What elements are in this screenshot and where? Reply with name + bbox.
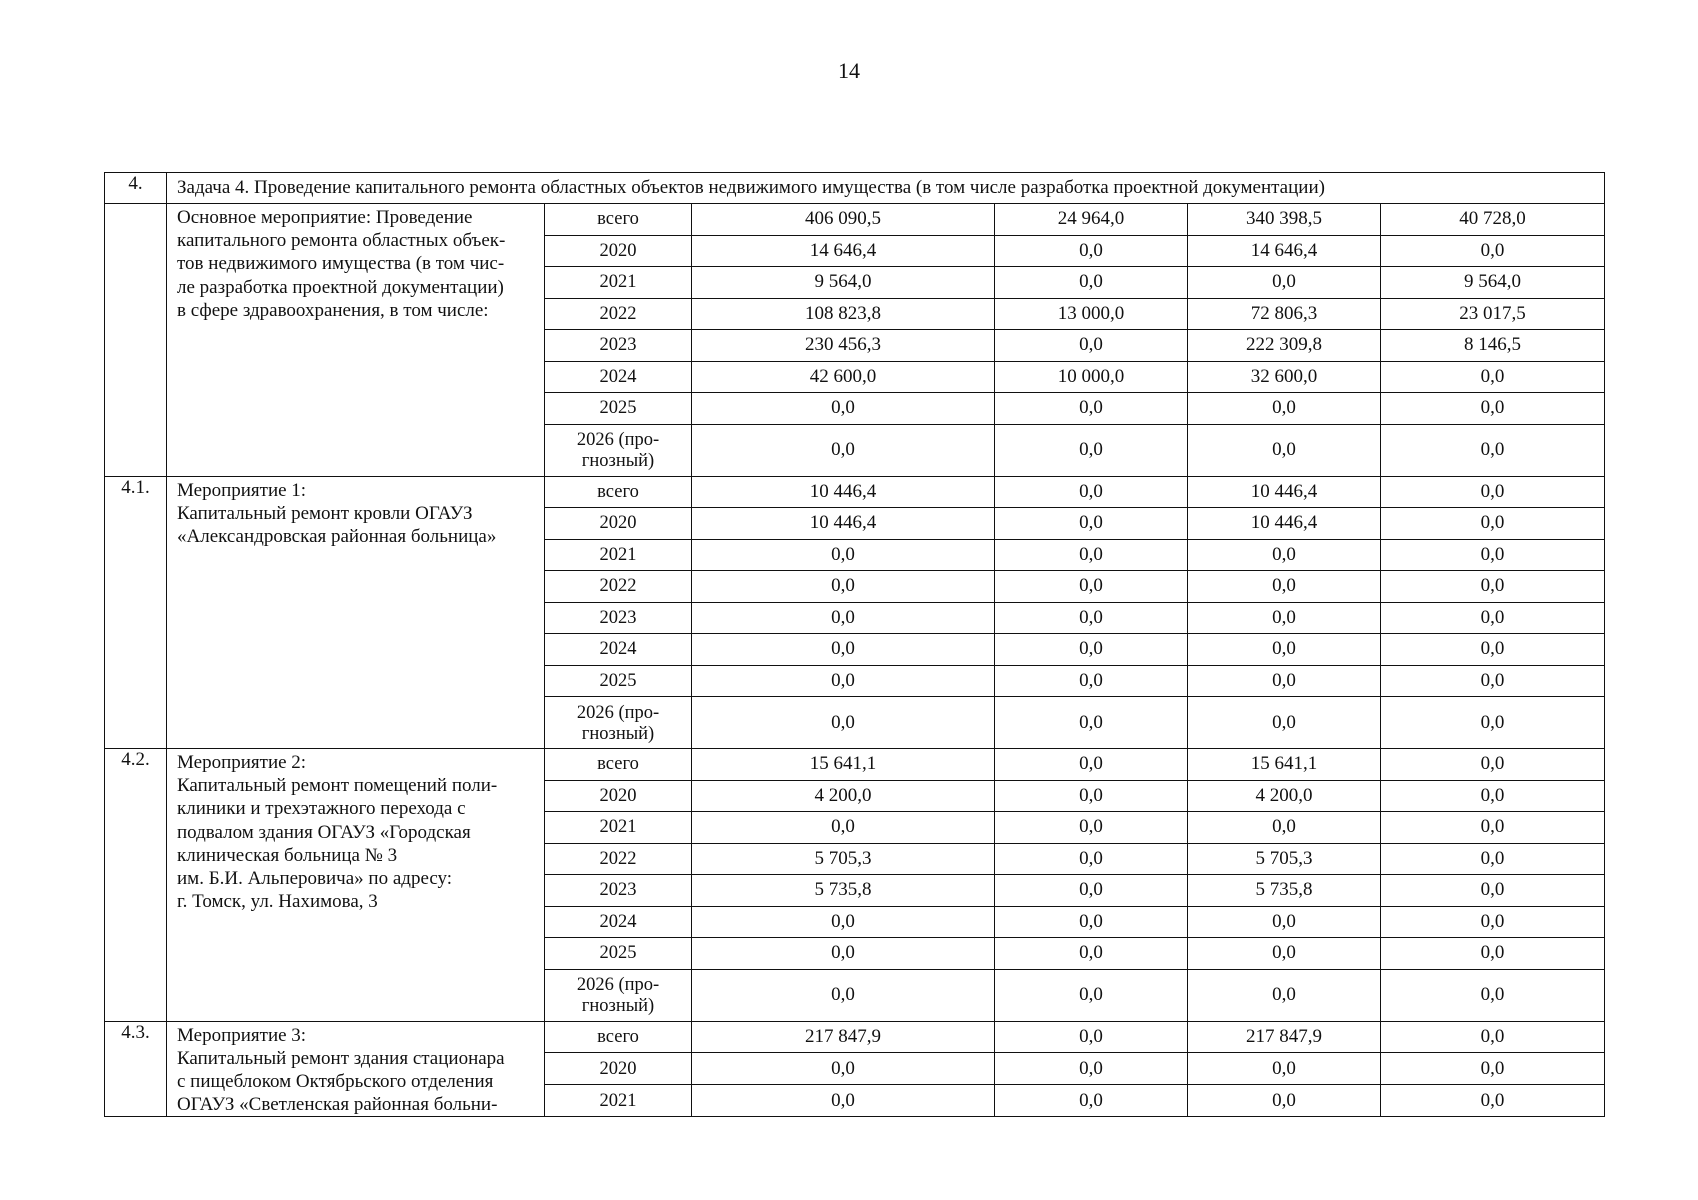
value-cell: 0,0	[1381, 875, 1605, 907]
value-cell: 0,0	[995, 843, 1188, 875]
value-cell: 222 309,8	[1188, 330, 1381, 362]
item-name-line: клиническая больница № 3	[177, 844, 398, 866]
value-cell: 14 646,4	[1188, 235, 1381, 267]
value-cell: 0,0	[1381, 508, 1605, 540]
value-cell: 0,0	[1381, 424, 1605, 476]
item-name-line: тов недвижимого имущества (в том чис-	[177, 253, 505, 275]
value-cell: 0,0	[1381, 969, 1605, 1021]
value-cell: 0,0	[995, 476, 1188, 508]
value-cell: 0,0	[1381, 665, 1605, 697]
value-cell: 0,0	[1381, 906, 1605, 938]
value-cell: 0,0	[1381, 1021, 1605, 1053]
year-cell: 2023	[545, 602, 692, 634]
item-name-line: Капитальный ремонт кровли ОГАУЗ	[177, 502, 473, 524]
value-cell: 230 456,3	[692, 330, 995, 362]
year-cell: всего	[545, 749, 692, 781]
value-cell: 0,0	[995, 1085, 1188, 1117]
year-line: 2026 (про-	[576, 975, 660, 995]
value-cell: 0,0	[692, 571, 995, 603]
item-name	[167, 1021, 545, 1117]
value-cell: 0,0	[995, 602, 1188, 634]
value-cell: 9 564,0	[1381, 267, 1605, 299]
value-cell: 42 600,0	[692, 361, 995, 393]
value-cell: 0,0	[1188, 1053, 1381, 1085]
value-cell: 0,0	[1381, 361, 1605, 393]
value-cell: 0,0	[995, 697, 1188, 749]
value-cell: 0,0	[1188, 267, 1381, 299]
value-cell: 108 823,8	[692, 298, 995, 330]
item-name	[167, 476, 545, 749]
value-cell: 0,0	[1188, 697, 1381, 749]
task-title: Задача 4. Проведение капитального ремонта областных объектов недвижимого имущества (в том числе разработка проектной документации)	[167, 173, 1605, 204]
value-cell: 0,0	[995, 749, 1188, 781]
value-cell: 0,0	[995, 634, 1188, 666]
item-number	[105, 204, 167, 477]
year-cell: всего	[545, 476, 692, 508]
year-cell: 2022	[545, 298, 692, 330]
year-cell: 2021	[545, 539, 692, 571]
value-cell: 0,0	[1381, 539, 1605, 571]
year-line: гнозный)	[581, 996, 655, 1016]
year-cell: 2024	[545, 361, 692, 393]
year-line: гнозный)	[581, 723, 655, 744]
year-cell: всего	[545, 1021, 692, 1053]
table-row	[105, 204, 1605, 236]
value-cell: 15 641,1	[692, 749, 995, 781]
item-name	[167, 204, 545, 477]
value-cell: 0,0	[692, 697, 995, 749]
table-row	[105, 476, 1605, 508]
value-cell: 14 646,4	[692, 235, 995, 267]
value-cell: 0,0	[995, 938, 1188, 970]
value-cell: 0,0	[995, 812, 1188, 844]
year-line: 2026 (про-	[576, 430, 660, 450]
value-cell: 10 446,4	[692, 508, 995, 540]
task-row	[105, 173, 1605, 204]
year-cell: всего	[545, 204, 692, 236]
value-cell: 24 964,0	[995, 204, 1188, 236]
item-name-line: капитального ремонта областных объек-	[177, 230, 506, 252]
page-number: 14	[838, 58, 860, 83]
value-cell: 0,0	[1188, 812, 1381, 844]
task-number: 4.	[105, 173, 167, 204]
value-cell: 0,0	[692, 938, 995, 970]
value-cell: 0,0	[995, 906, 1188, 938]
value-cell: 72 806,3	[1188, 298, 1381, 330]
year-cell: 2020	[545, 508, 692, 540]
financing-table	[104, 172, 1605, 1117]
item-name-line: Капитальный ремонт здания стационара	[177, 1047, 505, 1069]
value-cell: 0,0	[995, 539, 1188, 571]
value-cell: 406 090,5	[692, 204, 995, 236]
year-cell: 2025	[545, 938, 692, 970]
item-name-line: ОГАУЗ «Светленская районная больни-	[177, 1094, 498, 1116]
value-cell: 0,0	[1381, 634, 1605, 666]
value-cell: 5 735,8	[1188, 875, 1381, 907]
value-cell: 0,0	[995, 969, 1188, 1021]
item-name-line: Капитальный ремонт помещений поли-	[177, 775, 498, 797]
value-cell: 13 000,0	[995, 298, 1188, 330]
value-cell: 0,0	[995, 665, 1188, 697]
value-cell: 0,0	[1188, 424, 1381, 476]
value-cell: 0,0	[1381, 780, 1605, 812]
value-cell: 0,0	[1188, 393, 1381, 425]
year-cell: 2021	[545, 267, 692, 299]
year-cell: 2025	[545, 665, 692, 697]
value-cell: 0,0	[1381, 1053, 1605, 1085]
table-row	[105, 749, 1605, 781]
value-cell: 0,0	[692, 393, 995, 425]
value-cell: 0,0	[1188, 938, 1381, 970]
year-cell: 2023	[545, 330, 692, 362]
financing-table-body	[105, 173, 1605, 1117]
value-cell: 0,0	[692, 424, 995, 476]
year-cell: 2020	[545, 780, 692, 812]
value-cell: 217 847,9	[1188, 1021, 1381, 1053]
year-cell: 2025	[545, 393, 692, 425]
value-cell: 0,0	[1188, 602, 1381, 634]
value-cell: 10 446,4	[692, 476, 995, 508]
item-name-line: подвалом здания ОГАУЗ «Городская	[177, 821, 471, 843]
year-cell: 2020	[545, 1053, 692, 1085]
value-cell: 9 564,0	[692, 267, 995, 299]
item-name-line: «Александровская районная больница»	[177, 525, 497, 547]
year-cell: 2021	[545, 1085, 692, 1117]
year-cell: 2021	[545, 812, 692, 844]
value-cell: 0,0	[1381, 476, 1605, 508]
year-cell	[545, 697, 692, 749]
value-cell: 0,0	[995, 508, 1188, 540]
year-cell: 2023	[545, 875, 692, 907]
value-cell: 0,0	[1188, 539, 1381, 571]
value-cell: 0,0	[995, 1021, 1188, 1053]
value-cell: 0,0	[692, 602, 995, 634]
value-cell: 0,0	[995, 235, 1188, 267]
value-cell: 15 641,1	[1188, 749, 1381, 781]
value-cell: 0,0	[1381, 571, 1605, 603]
item-name-line: Мероприятие 3:	[177, 1024, 307, 1046]
value-cell: 0,0	[1381, 1085, 1605, 1117]
value-cell: 0,0	[995, 330, 1188, 362]
value-cell: 0,0	[692, 812, 995, 844]
item-number: 4.3.	[105, 1021, 167, 1117]
item-number: 4.1.	[105, 476, 167, 749]
value-cell: 340 398,5	[1188, 204, 1381, 236]
value-cell: 0,0	[1381, 812, 1605, 844]
value-cell: 5 705,3	[1188, 843, 1381, 875]
value-cell: 4 200,0	[692, 780, 995, 812]
value-cell: 0,0	[1188, 1085, 1381, 1117]
year-cell: 2022	[545, 571, 692, 603]
item-name-line: клиники и трехэтажного перехода с	[177, 798, 466, 820]
item-name-line: в сфере здравоохранения, в том числе:	[177, 299, 489, 321]
value-cell: 0,0	[1381, 697, 1605, 749]
item-name-line: ле разработка проектной документации)	[177, 276, 504, 298]
year-cell	[545, 969, 692, 1021]
value-cell: 217 847,9	[692, 1021, 995, 1053]
value-cell: 0,0	[692, 1085, 995, 1117]
value-cell: 40 728,0	[1381, 204, 1605, 236]
value-cell: 0,0	[1381, 393, 1605, 425]
value-cell: 0,0	[1188, 634, 1381, 666]
value-cell: 8 146,5	[1381, 330, 1605, 362]
value-cell: 0,0	[995, 780, 1188, 812]
value-cell: 0,0	[692, 969, 995, 1021]
value-cell: 0,0	[1381, 235, 1605, 267]
value-cell: 10 446,4	[1188, 476, 1381, 508]
value-cell: 4 200,0	[1188, 780, 1381, 812]
year-line: гнозный)	[581, 451, 655, 471]
year-cell: 2024	[545, 906, 692, 938]
value-cell: 0,0	[1381, 749, 1605, 781]
year-cell	[545, 424, 692, 476]
value-cell: 0,0	[1381, 843, 1605, 875]
value-cell: 0,0	[995, 1053, 1188, 1085]
value-cell: 0,0	[995, 424, 1188, 476]
value-cell: 0,0	[1188, 665, 1381, 697]
value-cell: 0,0	[692, 539, 995, 571]
item-name-line: Основное мероприятие: Проведение	[177, 207, 473, 228]
value-cell: 0,0	[1381, 602, 1605, 634]
value-cell: 0,0	[1188, 969, 1381, 1021]
year-cell: 2020	[545, 235, 692, 267]
value-cell: 10 000,0	[995, 361, 1188, 393]
year-cell: 2022	[545, 843, 692, 875]
value-cell: 0,0	[692, 634, 995, 666]
value-cell: 0,0	[995, 267, 1188, 299]
value-cell: 0,0	[692, 906, 995, 938]
value-cell: 0,0	[1381, 938, 1605, 970]
value-cell: 0,0	[995, 571, 1188, 603]
value-cell: 10 446,4	[1188, 508, 1381, 540]
value-cell: 0,0	[1188, 571, 1381, 603]
table-row	[105, 1021, 1605, 1053]
value-cell: 0,0	[692, 1053, 995, 1085]
item-name-line: с пищеблоком Октябрьского отделения	[177, 1070, 494, 1092]
value-cell: 5 735,8	[692, 875, 995, 907]
item-name	[167, 749, 545, 1022]
value-cell: 0,0	[995, 393, 1188, 425]
item-number: 4.2.	[105, 749, 167, 1022]
item-name-line: г. Томск, ул. Нахимова, 3	[177, 891, 378, 913]
value-cell: 0,0	[692, 665, 995, 697]
item-name-line: Мероприятие 2:	[177, 752, 307, 773]
year-line: 2026 (про-	[576, 702, 660, 723]
year-cell: 2024	[545, 634, 692, 666]
value-cell: 0,0	[995, 875, 1188, 907]
item-name-line: им. Б.И. Альперовича» по адресу:	[177, 868, 453, 890]
value-cell: 23 017,5	[1381, 298, 1605, 330]
value-cell: 5 705,3	[692, 843, 995, 875]
value-cell: 0,0	[1188, 906, 1381, 938]
value-cell: 32 600,0	[1188, 361, 1381, 393]
item-name-line: Мероприятие 1:	[177, 479, 307, 501]
